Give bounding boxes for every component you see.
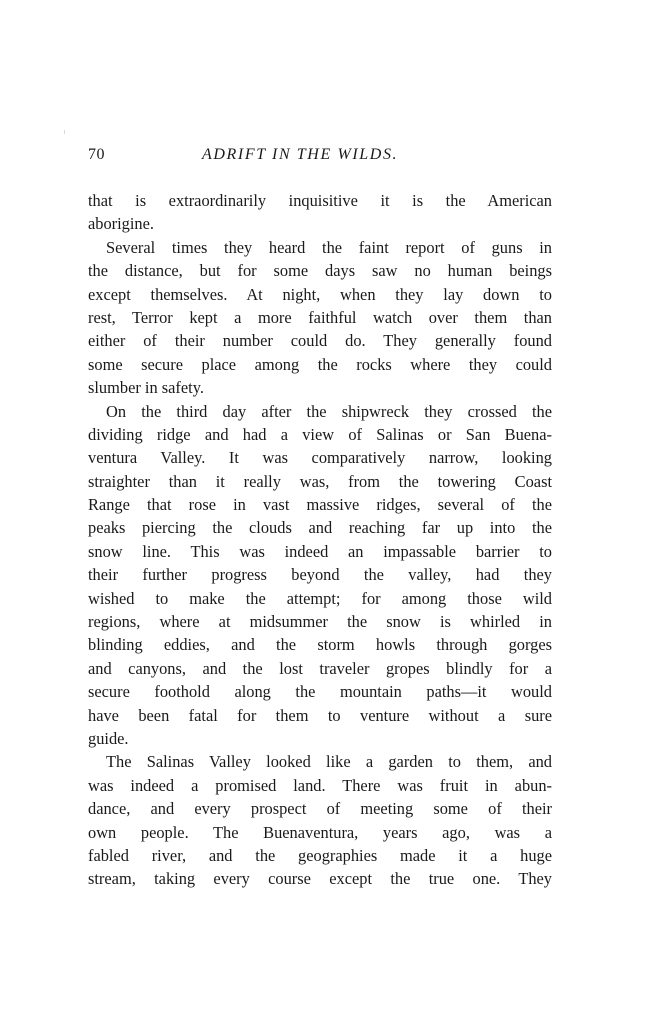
text-line: fabled river, and the geographies made it a huge [88, 845, 552, 865]
text-line: regions, where at midsummer the snow is whirled in [88, 612, 552, 632]
text-line: some secure place among the rocks where they could [88, 354, 552, 374]
running-title: ADRIFT IN THE WILDS. [202, 146, 399, 163]
text-line: dividing ridge and had a view of Salinas or San Buena- [88, 424, 552, 444]
text-line: wished to make the attempt; for among those wild [88, 588, 552, 608]
text-line: On the third day after the shipwreck they crossed the [106, 401, 552, 421]
text-line: the distance, but for some days saw no human beings [88, 261, 552, 281]
text-line: ventura Valley. It was comparatively narrow, looking [88, 448, 552, 468]
page-header [88, 146, 552, 170]
text-line: guide. [88, 728, 129, 748]
text-line: The Salinas Valley looked like a garden to them, and [106, 752, 552, 772]
text-line: straighter than it really was, from the towering Coast [88, 471, 552, 491]
text-line: was indeed a promised land. There was fruit in abun- [88, 775, 552, 795]
text-line: own people. The Buenaventura, years ago, was a [88, 822, 552, 842]
page-number: 70 [88, 146, 105, 163]
text-line: rest, Terror kept a more faithful watch over them than [88, 307, 552, 327]
text-line: slumber in safety. [88, 378, 204, 398]
text-line: except themselves. At night, when they lay down to [88, 284, 552, 304]
text-line: have been fatal for them to venture without a sure [88, 705, 552, 725]
text-line: Several times they heard the faint report of guns in [106, 237, 552, 257]
text-line: blinding eddies, and the storm howls through gorges [88, 635, 552, 655]
text-line: snow line. This was indeed an impassable barrier to [88, 541, 552, 561]
text-line: that is extraordinarily inquisitive it is the American [88, 191, 552, 210]
text-line: secure foothold along the mountain paths—it would [88, 682, 552, 702]
text-line: Range that rose in vast massive ridges, several of the [88, 495, 552, 515]
text-line: aborigine. [88, 214, 154, 234]
text-line: and canyons, and the lost traveler gropes blindly for a [88, 658, 552, 678]
page-speck [64, 130, 65, 134]
body-text [88, 189, 552, 891]
text-line: stream, taking every course except the true one. They [88, 869, 552, 889]
text-line: dance, and every prospect of meeting some of their [88, 799, 552, 819]
text-line: peaks piercing the clouds and reaching far up into the [88, 518, 552, 538]
text-line: their further progress beyond the valley, had they [88, 565, 552, 585]
text-line: either of their number could do. They generally found [88, 331, 552, 351]
